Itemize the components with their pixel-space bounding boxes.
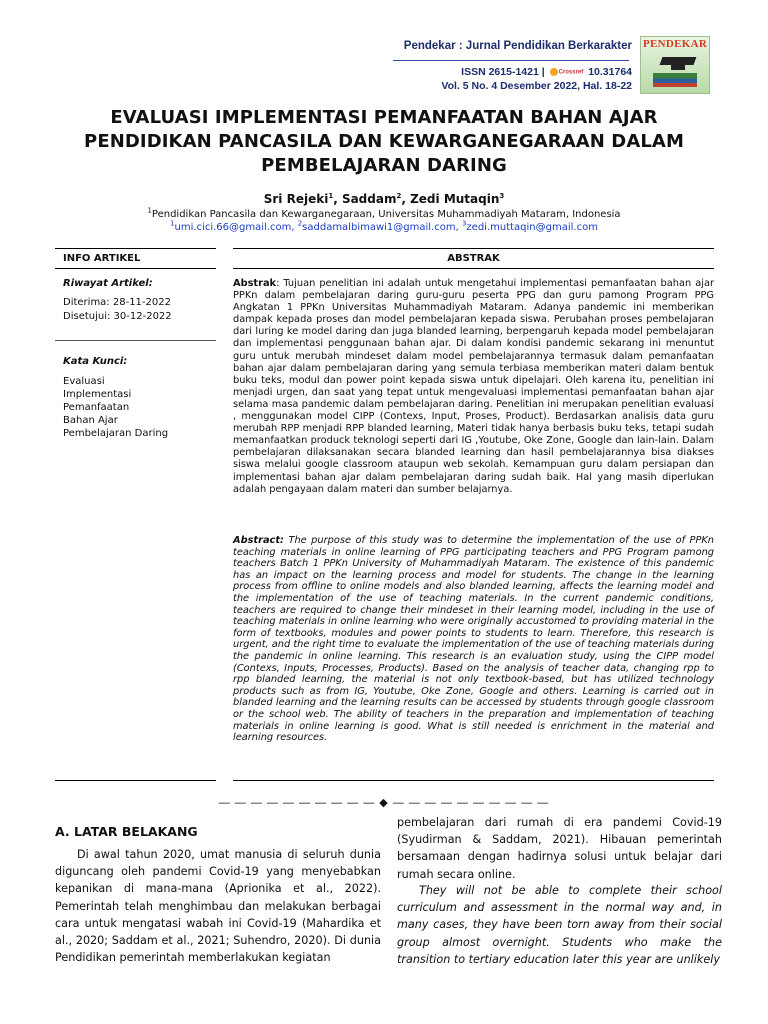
email-sup: 3 xyxy=(461,219,467,228)
graduation-cap-base xyxy=(671,64,685,70)
author-emails: $^1$umi.cici.66@gmail.com, $^2$saddamalbimawi1@gmail.com, $^3$zedi.muttaqin@gmail.com xyxy=(170,219,598,233)
keyword-item: Implementasi xyxy=(63,389,132,400)
accepted-date: Disetujui: 30-12-2022 xyxy=(63,311,172,322)
section-heading: A. LATAR BELAKANG xyxy=(55,824,198,839)
author-sup: 1 xyxy=(328,192,334,200)
keyword-item: Pemanfaatan xyxy=(63,402,130,413)
abstract-en-label: Abstract: xyxy=(233,535,284,546)
author-sup: 2 xyxy=(396,192,402,200)
rule xyxy=(233,248,714,249)
journal-name-part1: Pendekar : Jurnal xyxy=(403,40,501,52)
rule xyxy=(55,780,216,781)
journal-logo xyxy=(640,36,710,94)
journal-header xyxy=(0,0,768,100)
keyword-item: Bahan Ajar xyxy=(63,415,118,426)
issn-line xyxy=(461,66,632,78)
abstract-indonesian xyxy=(233,278,714,496)
affil-sup: 1 xyxy=(147,206,152,215)
affiliation xyxy=(0,206,768,220)
email-link[interactable]: saddamalbimawi1@gmail.com xyxy=(302,222,456,233)
keyword-item: Evaluasi xyxy=(63,376,105,387)
email-sup: 1 xyxy=(170,219,175,228)
abstract-id-text: : Tujuan penelitian ini adalah untuk mengetahui implementasi pemanfaatan bahan ajar PPKn dalam pembelajaran daring guru-guru peserta PPG dan guru pamong Program PPG Angkatan 1 PPKn Universitas Muhammadiyah Mataram. Adanya pandemic ini memberikan dampak kepada proses dan model pembelajaran kepada siswa. Perubahan proses pembelajaran dari luring ke model daring dan juga blanded learning, berpengaruh kepada model pembelajaran dan implementasi penggunaan bahan ajar. Di dalam kondisi pandemic sekarang ini menuntut guru untuk merubah mindeset dalam model pembelajarannya termasuk dalam pemanfaatan bahan ajar dalam pembelajaran daring yang semula terbiasa memberikan materi dalam bentuk buku teks, modul dan power point kepada siswa untuk dipelajari. Oleh karena itu, penelitian ini menjadi urgen, dan saat yang tepat untuk mengevaluasi implementasi pemanfaatan bahan ajar selama masa pandemic dalam pembelajaran daring. Penelitian ini merupakan penelitian evaluasi , menggunakan model CIPP (Contexs, Input, Proses, Product). Berdasarkan analisis data guru merubah RPP menjadi RPP blanded learning, Materi tidak hanya berbasis buku teks, tetapi sudah memanfaatkan produck teknologi seperti dari IG ,Youtube, Oke Zone, Google dan lain-lain. Dalam pembelajaran dilaksanakan secara blanded learning dan hasil pembelajarannya bisa diakses siswa melalui google classroom ataupun web sekolah. Kemampuan guru dalam persiapan dan implementasi bahan ajar dalam pembelajaran daring sudah baik. Hal yang masih diperlukan adalah pengayaan dalam materi dan sumber belajarnya. xyxy=(233,278,714,495)
abstract-id-label: Abstrak xyxy=(233,278,277,289)
section-divider: — — — — — — — — — — ◆ — — — — — — — — — — xyxy=(218,797,550,809)
author-name: Sri Rejeki xyxy=(263,192,329,206)
abstract-header: ABSTRAK xyxy=(447,253,500,264)
doi[interactable]: 10.31764 xyxy=(588,66,632,78)
rule xyxy=(55,268,216,269)
affiliation-text: Pendidikan Pancasila dan Kewarganegaraan, Universitas Muhammadiyah Mataram, Indonesia xyxy=(151,209,621,220)
body-paragraph-right: pembelajaran dari rumah di era pandemi Covid-19 (Syudirman & Saddam, 2021). Hibauan pemerintah bersamaan dengan hadirnya solusi untuk belajar dari rumah secara online. xyxy=(397,816,722,881)
logo-text: PENDEKAR xyxy=(643,38,708,50)
author-sup: 3 xyxy=(499,192,505,200)
body-quote-right: They will not be able to complete their school curriculum and assessment in the normal way and, in many cases, they have been torn away from their social group almost overnight. Students who make the transition to tertiary education later this year are unlikely xyxy=(397,884,722,966)
email-link[interactable]: umi.cici.66@gmail.com xyxy=(174,222,292,233)
crossref-doi-icon: Crossref xyxy=(550,68,584,76)
received-date: Diterima: 28-11-2022 xyxy=(63,297,171,308)
abstract-en-text: The purpose of this study was to determine the implementation of the use of PPKn teaching materials in online learning of PPG participating teachers and PPG Program pamong teachers Batch 1 PPKn University of Muhammadiyah Mataram. The existence of this pandemic has an impact on the learning process and model for students. The change in the learning process from offline to online models and also blanded learning, affects the learning model and the implementation of the use of teaching materials. In the current pandemic conditions, teachers are required to change their mindeset in their learning model, including in the use of teaching materials in online learning who were originally accustomed to providing material in the form of textbooks, modules and power points to students to learn. Therefore, this research is urgent, and the right time to evaluate the implementation of the use of teaching materials during the pandemic in online learning. This research is an evaluation study, using the CIPP model (Contexs, Inputs, Processes, Products). Based on the analysis of teacher data, changing rpp to rpp blanded learning, the material is not only textbook-based, but has utilized technology products such as from IG, Youtube, Oke Zone, Google and others. Learning is carried out in blanded learning and the learning results can be accessed by students through google classroom or the school web. The ability of teachers in the preparation and implementation of teaching materials in online learning is good. What is still needed is enrichment in the material and learning resources. xyxy=(233,535,714,744)
abstract-english xyxy=(233,535,714,744)
info-header: INFO ARTIKEL xyxy=(63,253,141,264)
author-list: Sri Rejeki$^1$, Saddam$^2$, Zedi Mutaqin$^3$ xyxy=(263,192,505,206)
issn: ISSN 2615-1421 | xyxy=(461,66,545,78)
volume-info: Vol. 5 No. 4 Desember 2022, Hal. 18-22 xyxy=(441,80,632,92)
rule xyxy=(233,268,714,269)
header-rule xyxy=(393,60,629,61)
author-name: Saddam xyxy=(341,192,397,206)
body-paragraph-left: Di awal tahun 2020, umat manusia di seluruh dunia diguncang oleh pandemi Covid-19 yang menyebabkan kepanikan di mana-mana (Aprionika et al., 2022). Pemerintah telah menghimbau dan melakukan berbagai cara untuk mengatasi wabah ini Covid-19 (Mahardika et al., 2020; Saddam et al., 2021; Suhendro, 2020). Di dunia Pendidikan pemerintah memberlakukan kegiatan xyxy=(55,848,381,965)
history-label: Riwayat Artikel: xyxy=(63,278,153,289)
keywords-label: Kata Kunci: xyxy=(63,356,128,367)
keyword-item: Pembelajaran Daring xyxy=(63,428,169,439)
rule xyxy=(233,780,714,781)
paper-title: EVALUASI IMPLEMENTASI PEMANFAATAN BAHAN AJAR PENDIDIKAN PANCASILA DAN KEWARGANEGARAAN DALAM PEMBELAJARAN DARING xyxy=(84,107,684,176)
email-sup: 2 xyxy=(297,219,303,228)
email-link[interactable]: zedi.muttaqin@gmail.com xyxy=(466,222,598,233)
rule xyxy=(55,248,216,249)
journal-name-part2: Pendidikan Berkarakter xyxy=(503,40,632,52)
author-name: Zedi Mutaqin xyxy=(410,192,500,206)
journal-name xyxy=(404,40,632,52)
books-icon xyxy=(653,73,697,87)
rule xyxy=(55,340,216,341)
